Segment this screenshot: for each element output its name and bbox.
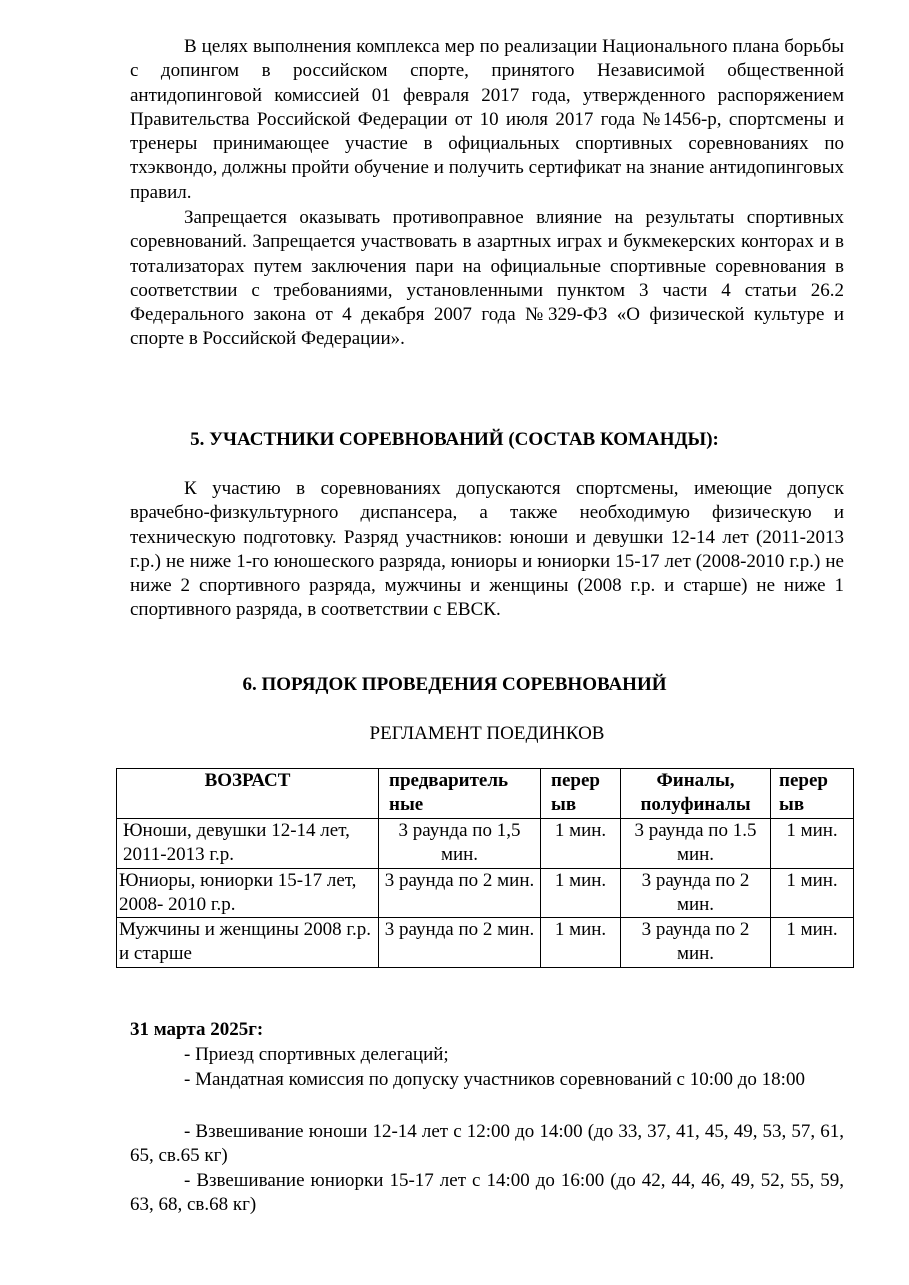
- paragraph-antidoping: В целях выполнения комплекса мер по реализации Национального плана борьбы с допингом в российском спорте, принятого Независимой общественной антидопинговой комиссией 01 февраля 2017 года, утвержденного распоряжением Правительства Российской Федерации от 10 июля 2017 года №1456-р, спортсмены и тренеры принимающее участие в официальных спортивных соревнованиях по тхэквондо, должны пройти обучение и получить сертификат на знание антидопинговых правил.: [130, 36, 844, 203]
- section-6-heading: 6. ПОРЯДОК ПРОВЕДЕНИЯ СОРЕВНОВАНИЙ: [242, 674, 667, 695]
- section-5-heading: 5. УЧАСТНИКИ СОРЕВНОВАНИЙ (СОСТАВ КОМАНДЫ):: [190, 429, 719, 450]
- paragraph-participants: К участию в соревнованиях допускаются спортсмены, имеющие допуск врачебно-физкультурного диспансера, а также необходимую физическую и техническую подготовку. Разряд участников: юноши и девушки 12-14 лет (2011-2013 г.р.) не ниже 1-го юношеского разряда, юниоры и юниорки 15-17 лет (2008-2010 г.р.) не ниже 2 спортивного разряда, мужчины и женщины (2008 г.р. и старше) не ниже 1 спортивного разряда, в соответствии с ЕВСК.: [130, 478, 844, 621]
- table-header-row: [117, 769, 854, 819]
- cell-break-2: 1 мин.: [771, 868, 854, 918]
- cell-preliminary: 3 раунда по 2 мин.: [379, 918, 541, 968]
- cell-finals: 3 раунда по 2 мин.: [621, 868, 771, 918]
- header-break-2: перер ыв: [771, 769, 854, 819]
- cell-break: 1 мин.: [541, 918, 621, 968]
- header-break: перер ыв: [541, 769, 621, 819]
- bout-regulations-table: [116, 768, 854, 968]
- schedule-date: 31 марта 2025г:: [130, 1019, 264, 1040]
- cell-age: Юниоры, юниорки 15-17 лет, 2008- 2010 г.р.: [117, 868, 379, 918]
- cell-preliminary: 3 раунда по 2 мин.: [379, 868, 541, 918]
- cell-break-2: 1 мин.: [771, 819, 854, 869]
- paragraph-prohibitions: Запрещается оказывать противоправное влияние на результаты спортивных соревнований. Запрещается участвовать в азартных играх и букмекерских конторах и в тотализаторах путем заключения пари на официальные спортивные соревнования в соответствии с требованиями, установленными пунктом 3 части 4 статьи 26.2 Федерального закона от 4 декабря 2007 года №329-ФЗ «О физической культуре и спорте в Российской Федерации».: [130, 207, 844, 350]
- cell-age: Юноши, девушки 12-14 лет, 2011-2013 г.р.: [117, 819, 379, 869]
- header-age: ВОЗРАСТ: [117, 769, 379, 819]
- header-preliminary: предваритель ные: [379, 769, 541, 819]
- table-row: [117, 868, 854, 918]
- cell-finals: 3 раунда по 2 мин.: [621, 918, 771, 968]
- schedule-item: - Взвешивание юниорки 15-17 лет с 14:00 до 16:00 (до 42, 44, 46, 49, 52, 55, 59, 63, 68, св.68 кг): [130, 1170, 844, 1216]
- cell-finals: 3 раунда по 1.5 мин.: [621, 819, 771, 869]
- reglament-title: РЕГЛАМЕНТ ПОЕДИНКОВ: [369, 723, 605, 744]
- table-row: [117, 918, 854, 968]
- cell-preliminary: 3 раунда по 1,5 мин.: [379, 819, 541, 869]
- schedule-item: - Мандатная комиссия по допуску участников соревнований с 10:00 до 18:00: [184, 1069, 805, 1090]
- schedule-item: - Взвешивание юноши 12-14 лет с 12:00 до 14:00 (до 33, 37, 41, 45, 49, 53, 57, 61, 65, св.65 кг): [130, 1121, 844, 1167]
- schedule-item: - Приезд спортивных делегаций;: [184, 1044, 449, 1065]
- cell-age: Мужчины и женщины 2008 г.р. и старше: [117, 918, 379, 968]
- table-row: [117, 819, 854, 869]
- cell-break: 1 мин.: [541, 819, 621, 869]
- header-finals: Финалы, полуфиналы: [621, 769, 771, 819]
- cell-break-2: 1 мин.: [771, 918, 854, 968]
- cell-break: 1 мин.: [541, 868, 621, 918]
